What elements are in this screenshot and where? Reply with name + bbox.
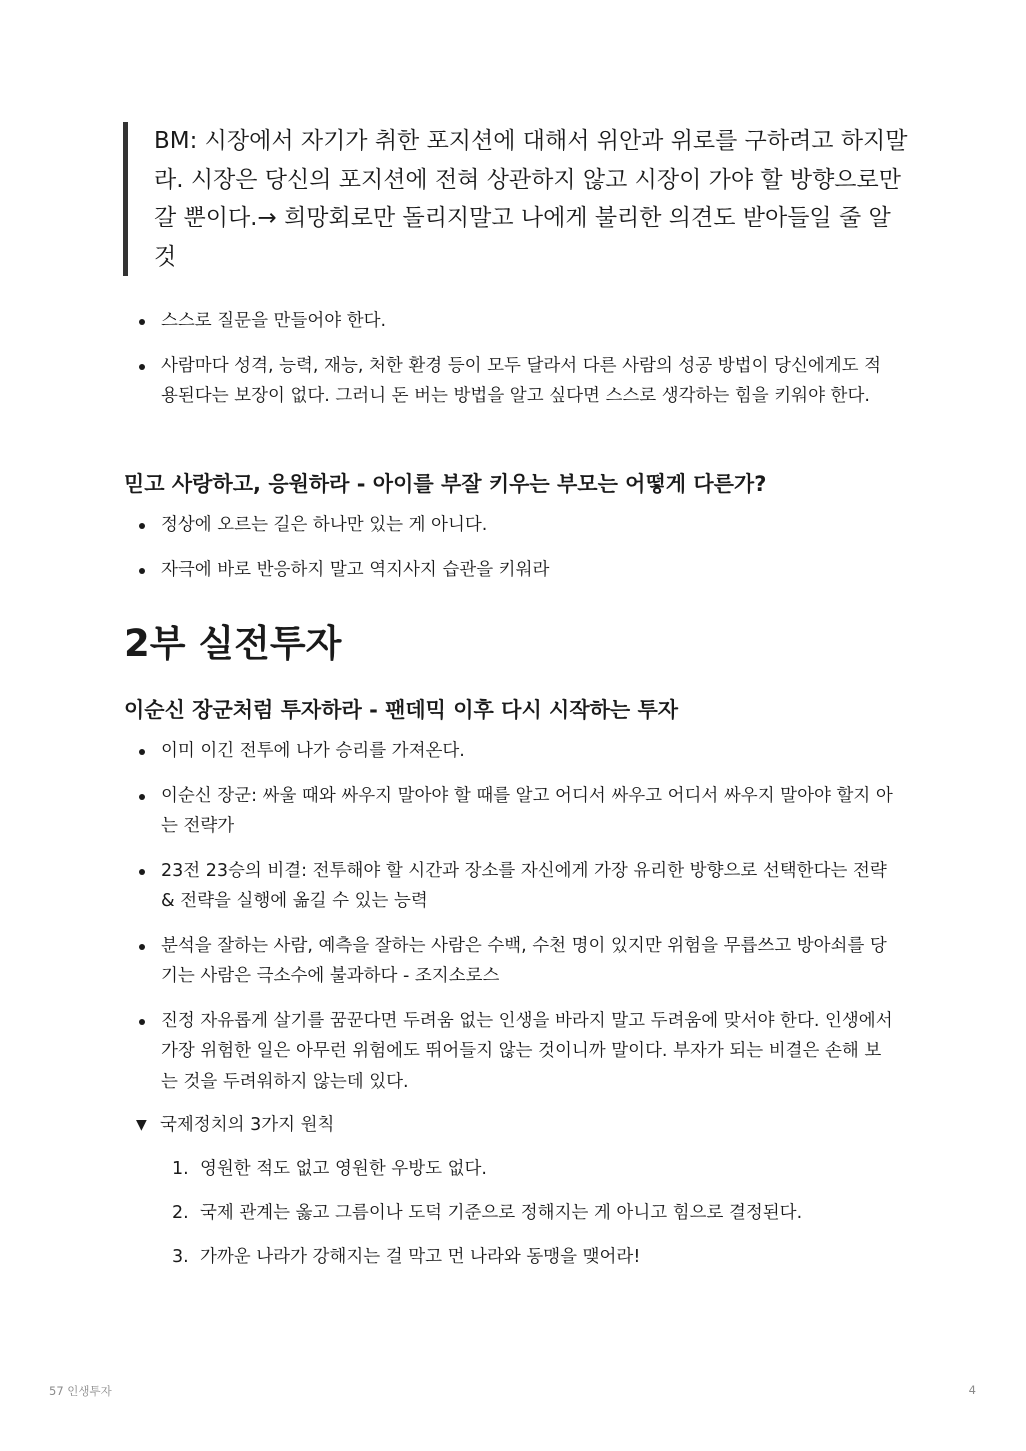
list-item: 진정 자유롭게 살기를 꿈꾼다면 두려움 없는 인생을 바라지 말고 두려움에 맞서야 한다. 인생에서 가장 위험한 일은 아무런 위험에도 뛰어들지 않는 것이니까 말이다. 부자가 되는 비결은 손해 보는 것을 두려워하지 않는데 있다. — [136, 1006, 896, 1098]
numbered-item — [172, 1198, 892, 1228]
bullet-list-1 — [136, 306, 896, 426]
toggle-principles[interactable] — [136, 1111, 334, 1139]
numbered-list — [172, 1154, 892, 1286]
list-item: 이미 이긴 전투에 나가 승리를 가져온다. — [136, 736, 896, 767]
bullet-list-2 — [136, 510, 896, 599]
item-text: 영원한 적도 없고 영원한 우방도 없다. — [200, 1159, 487, 1179]
toggle-label: 국제정치의 3가지 원칙 — [160, 1115, 335, 1135]
quote-text: BM: 시장에서 자기가 취한 포지션에 대해서 위안과 위로를 구하려고 하지말라. 시장은 당신의 포지션에 전혀 상관하지 않고 시장이 가야 할 방향으로만 갈 뿐이다.→ 희망회로만 돌리지말고 나에게 불리한 의견도 받아들일 줄 알 것 — [154, 128, 908, 270]
quote-block — [123, 122, 914, 276]
list-item: 이순신 장군: 싸울 때와 싸우지 말아야 할 때를 알고 어디서 싸우고 어디서 싸우지 말아야 할지 아는 전략가 — [136, 781, 896, 842]
item-number: 3. — [172, 1247, 189, 1267]
list-item: 자극에 바로 반응하지 말고 역지사지 습관을 키워라 — [136, 555, 896, 586]
triangle-down-icon[interactable]: ▼ — [136, 1117, 147, 1133]
item-number: 2. — [172, 1203, 189, 1223]
list-item: 23전 23승의 비결: 전투해야 할 시간과 장소를 자신에게 가장 유리한 방향으로 선택한다는 전략 & 전략을 실행에 옮길 수 있는 능력 — [136, 856, 896, 917]
section-heading-investing: 이순신 장군처럼 투자하라 - 팬데믹 이후 다시 시작하는 투자 — [124, 698, 679, 722]
bullet-list-3 — [136, 736, 896, 1111]
numbered-item — [172, 1154, 892, 1184]
page-number: 4 — [968, 1383, 976, 1397]
section-heading-parents: 믿고 사랑하고, 응원하라 - 아이를 부잘 키우는 부모는 어떻게 다른가? — [124, 472, 767, 496]
list-item: 정상에 오르는 길은 하나만 있는 게 아니다. — [136, 510, 896, 541]
list-item: 스스로 질문을 만들어야 한다. — [136, 306, 896, 337]
numbered-item — [172, 1242, 892, 1272]
list-item: 사람마다 성격, 능력, 재능, 처한 환경 등이 모두 달라서 다른 사람의 성공 방법이 당신에게도 적용된다는 보장이 없다. 그러니 돈 버는 방법을 알고 싶다면 스스로 생각하는 힘을 키워야 한다. — [136, 351, 896, 412]
item-text: 국제 관계는 옳고 그름이나 도덕 기준으로 정해지는 게 아니고 힘으로 결정된다. — [200, 1203, 803, 1223]
part-title: 2부 실전투자 — [124, 622, 342, 665]
list-item: 분석을 잘하는 사람, 예측을 잘하는 사람은 수백, 수천 명이 있지만 위험을 무릅쓰고 방아쇠를 당기는 사람은 극소수에 불과하다 - 조지소로스 — [136, 931, 896, 992]
item-text: 가까운 나라가 강해지는 걸 막고 먼 나라와 동맹을 맺어라! — [200, 1247, 641, 1267]
footer-title: 57 인생투자 — [49, 1384, 112, 1398]
item-number: 1. — [172, 1159, 189, 1179]
